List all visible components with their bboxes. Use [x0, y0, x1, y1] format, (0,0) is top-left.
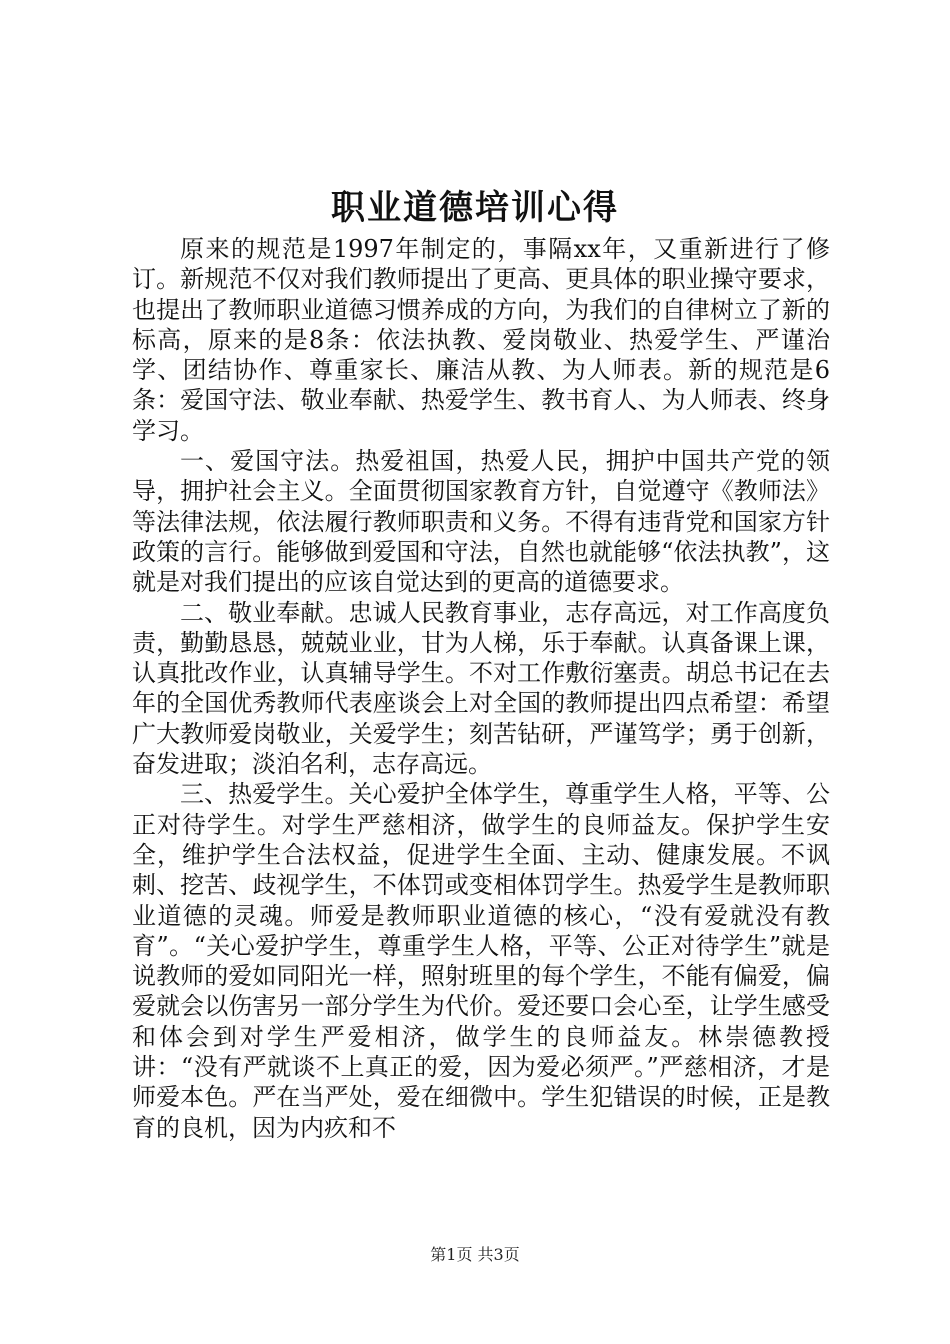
- document-title: 职业道德培训心得: [331, 188, 619, 228]
- paragraph-section-3: 三、热爱学生。关心爱护全体学生，尊重学生人格，平等、公正对待学生。对学生严慈相济，做学生的良师益友。保护学生安全，维护学生合法权益，促进学生全面、主动、健康发展。不讽刺、挖苦、歧视学生，不体罚或变相体罚学生。热爱学生是教师职业道德的灵魂。师爱是教师职业道德的核心，“没有爱就没有教育”。“关心爱护学生，尊重学生人格，平等、公正对待学生”就是说教师的爱如同阳光一样，照射班里的每个学生，不能有偏爱，偏爱就会以伤害另一部分学生为代价。爱还要口会心至，让学生感受和体会到对学生严爱相济，做学生的良师益友。林崇德教授讲：“没有严就谈不上真正的爱，因为爱必须严。”严慈相济，才是师爱本色。严在当严处，爱在细微中。学生犯错误的时候，正是教育的良机，因为内疚和不: [132, 780, 830, 1142]
- paragraph-section-1: 一、爱国守法。热爱祖国，热爱人民，拥护中国共产党的领导，拥护社会主义。全面贯彻国家教育方针，自觉遵守《教师法》等法律法规，依法履行教师职责和义务。不得有违背党和国家方针政策的言行。能够做到爱国和守法，自然也就能够“依法执教”，这就是对我们提出的应该自觉达到的更高的道德要求。: [132, 447, 830, 597]
- paragraph-section-2: 二、敬业奉献。忠诚人民教育事业，志存高远，对工作高度负责，勤勤恳恳，兢兢业业，甘为人梯，乐于奉献。认真备课上课，认真批改作业，认真辅导学生。不对工作敷衍塞责。胡总书记在去年的全国优秀教师代表座谈会上对全国的教师提出四点希望：希望广大教师爱岗敬业，关爱学生；刻苦钻研，严谨笃学；勇于创新，奋发进取；淡泊名利，志存高远。: [132, 598, 830, 779]
- page-number-footer: 第1页 共3页: [430, 1245, 520, 1264]
- paragraph-intro: 原来的规范是1997年制定的，事隔xx年，又重新进行了修订。新规范不仅对我们教师提出了更高、更具体的职业操守要求，也提出了教师职业道德习惯养成的方向，为我们的自律树立了新的标高，原来的是8条：依法执教、爱岗敬业、热爱学生、严谨治学、团结协作、尊重家长、廉洁从教、为人师表。新的规范是6条：爱国守法、敬业奉献、热爱学生、教书育人、为人师表、终身学习。: [132, 235, 830, 445]
- document-body: [132, 234, 830, 1143]
